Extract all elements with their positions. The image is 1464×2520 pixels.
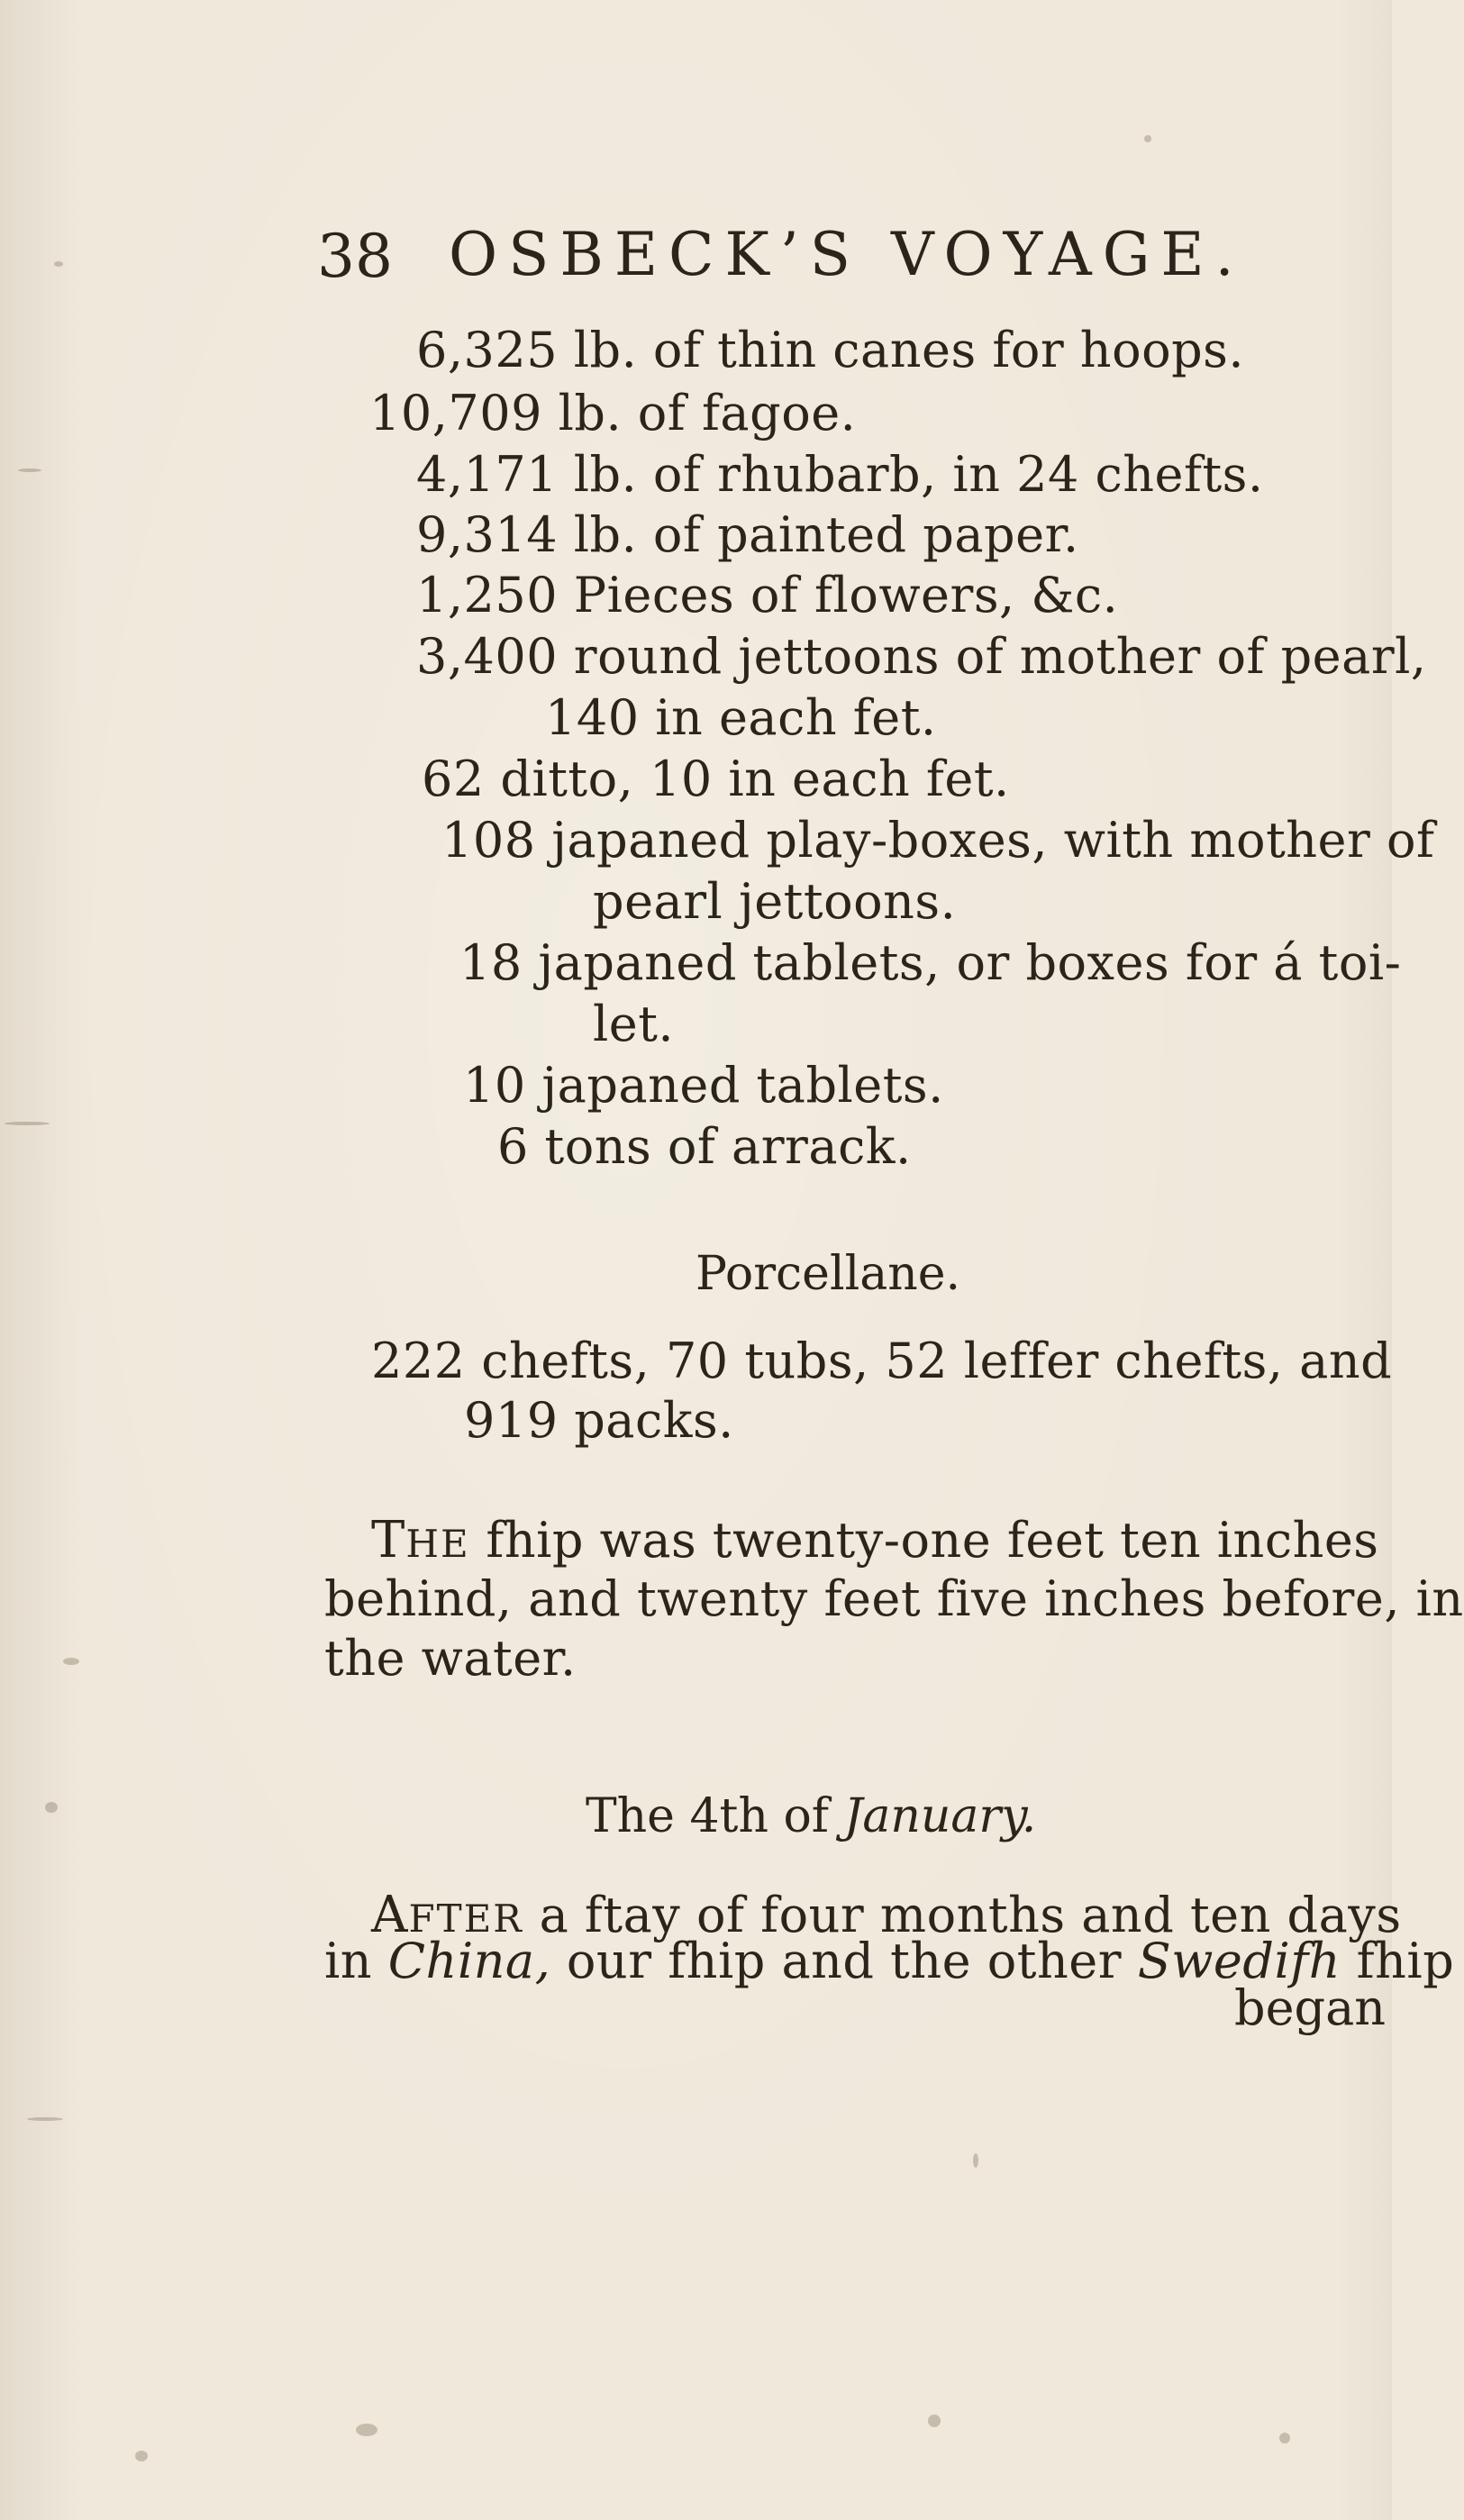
small-caps-rest: FTER bbox=[408, 1897, 523, 1941]
cargo-line: 9,314 lb. of painted paper. bbox=[416, 506, 1079, 563]
cargo-line: 10 japaned tablets. bbox=[463, 1057, 944, 1114]
paper-speck bbox=[973, 2153, 978, 2168]
cargo-line: let. bbox=[593, 996, 675, 1052]
cargo-line: 6,325 lb. of thin canes for hoops. bbox=[416, 322, 1245, 378]
paper-speck bbox=[54, 261, 63, 267]
place-name: China, bbox=[387, 1933, 551, 1989]
paragraph-text: in bbox=[324, 1933, 373, 1989]
paper-speck bbox=[356, 2424, 377, 2436]
cargo-line: 140 in each fet. bbox=[545, 689, 937, 746]
cargo-line: 108 japaned play-boxes, with mother of bbox=[441, 812, 1435, 869]
porcelain-line: 919 packs. bbox=[464, 1392, 734, 1449]
paragraph-text: a ftay of four months and ten days bbox=[539, 1887, 1402, 1943]
cargo-line: 3,400 round jettoons of mother of pearl, bbox=[416, 628, 1427, 685]
paragraph-line: behind, and twenty feet five inches before, in bbox=[324, 1570, 1464, 1627]
paragraph-text: our fhip and the other bbox=[566, 1933, 1123, 1989]
paragraph-line: the water. bbox=[324, 1630, 577, 1687]
cargo-line: 1,250 Pieces of flowers, &c. bbox=[416, 567, 1119, 623]
small-caps-rest: HE bbox=[405, 1522, 470, 1566]
date-heading-month: January. bbox=[843, 1789, 1037, 1843]
cargo-line: 4,171 lb. of rhubarb, in 24 chefts. bbox=[416, 446, 1264, 503]
small-caps-initial: T bbox=[371, 1511, 406, 1569]
paragraph-text: fhip bbox=[1356, 1933, 1455, 1989]
porcelain-line: 222 chefts, 70 tubs, 52 leffer chefts, and bbox=[371, 1333, 1393, 1389]
paragraph-text: fhip was twenty-one feet ten inches bbox=[486, 1512, 1379, 1569]
paper-speck bbox=[1144, 135, 1151, 142]
paper-speck bbox=[63, 1658, 79, 1665]
running-title: OSBECK’S VOYAGE. bbox=[449, 220, 1245, 289]
ship-nationality: Swedifh bbox=[1137, 1933, 1341, 1989]
date-heading bbox=[586, 1789, 1037, 1843]
catchword: began bbox=[1234, 1979, 1387, 2036]
paper-speck bbox=[5, 1122, 50, 1125]
page-number: 38 bbox=[317, 222, 393, 291]
cargo-line: 10,709 lb. of fagoe. bbox=[369, 385, 857, 441]
paragraph-line bbox=[324, 1933, 1455, 1989]
date-heading-prefix: The 4th of bbox=[586, 1789, 830, 1843]
cargo-line: pearl jettoons. bbox=[593, 873, 957, 930]
cargo-line: 62 ditto, 10 in each fet. bbox=[422, 751, 1010, 807]
cargo-line: 6 tons of arrack. bbox=[497, 1118, 912, 1175]
paper-speck bbox=[18, 469, 41, 472]
small-caps-initial: A bbox=[371, 1886, 409, 1944]
section-heading-porcellane: Porcellane. bbox=[696, 1247, 960, 1301]
cargo-line: 18 japaned tablets, or boxes for á toi- bbox=[459, 934, 1402, 991]
paper-speck bbox=[27, 2117, 63, 2121]
paragraph-line bbox=[371, 1511, 1379, 1569]
paper-speck bbox=[1279, 2433, 1290, 2443]
paper-speck bbox=[45, 1802, 58, 1813]
paper-speck bbox=[135, 2451, 148, 2461]
paper-speck bbox=[928, 2415, 941, 2427]
